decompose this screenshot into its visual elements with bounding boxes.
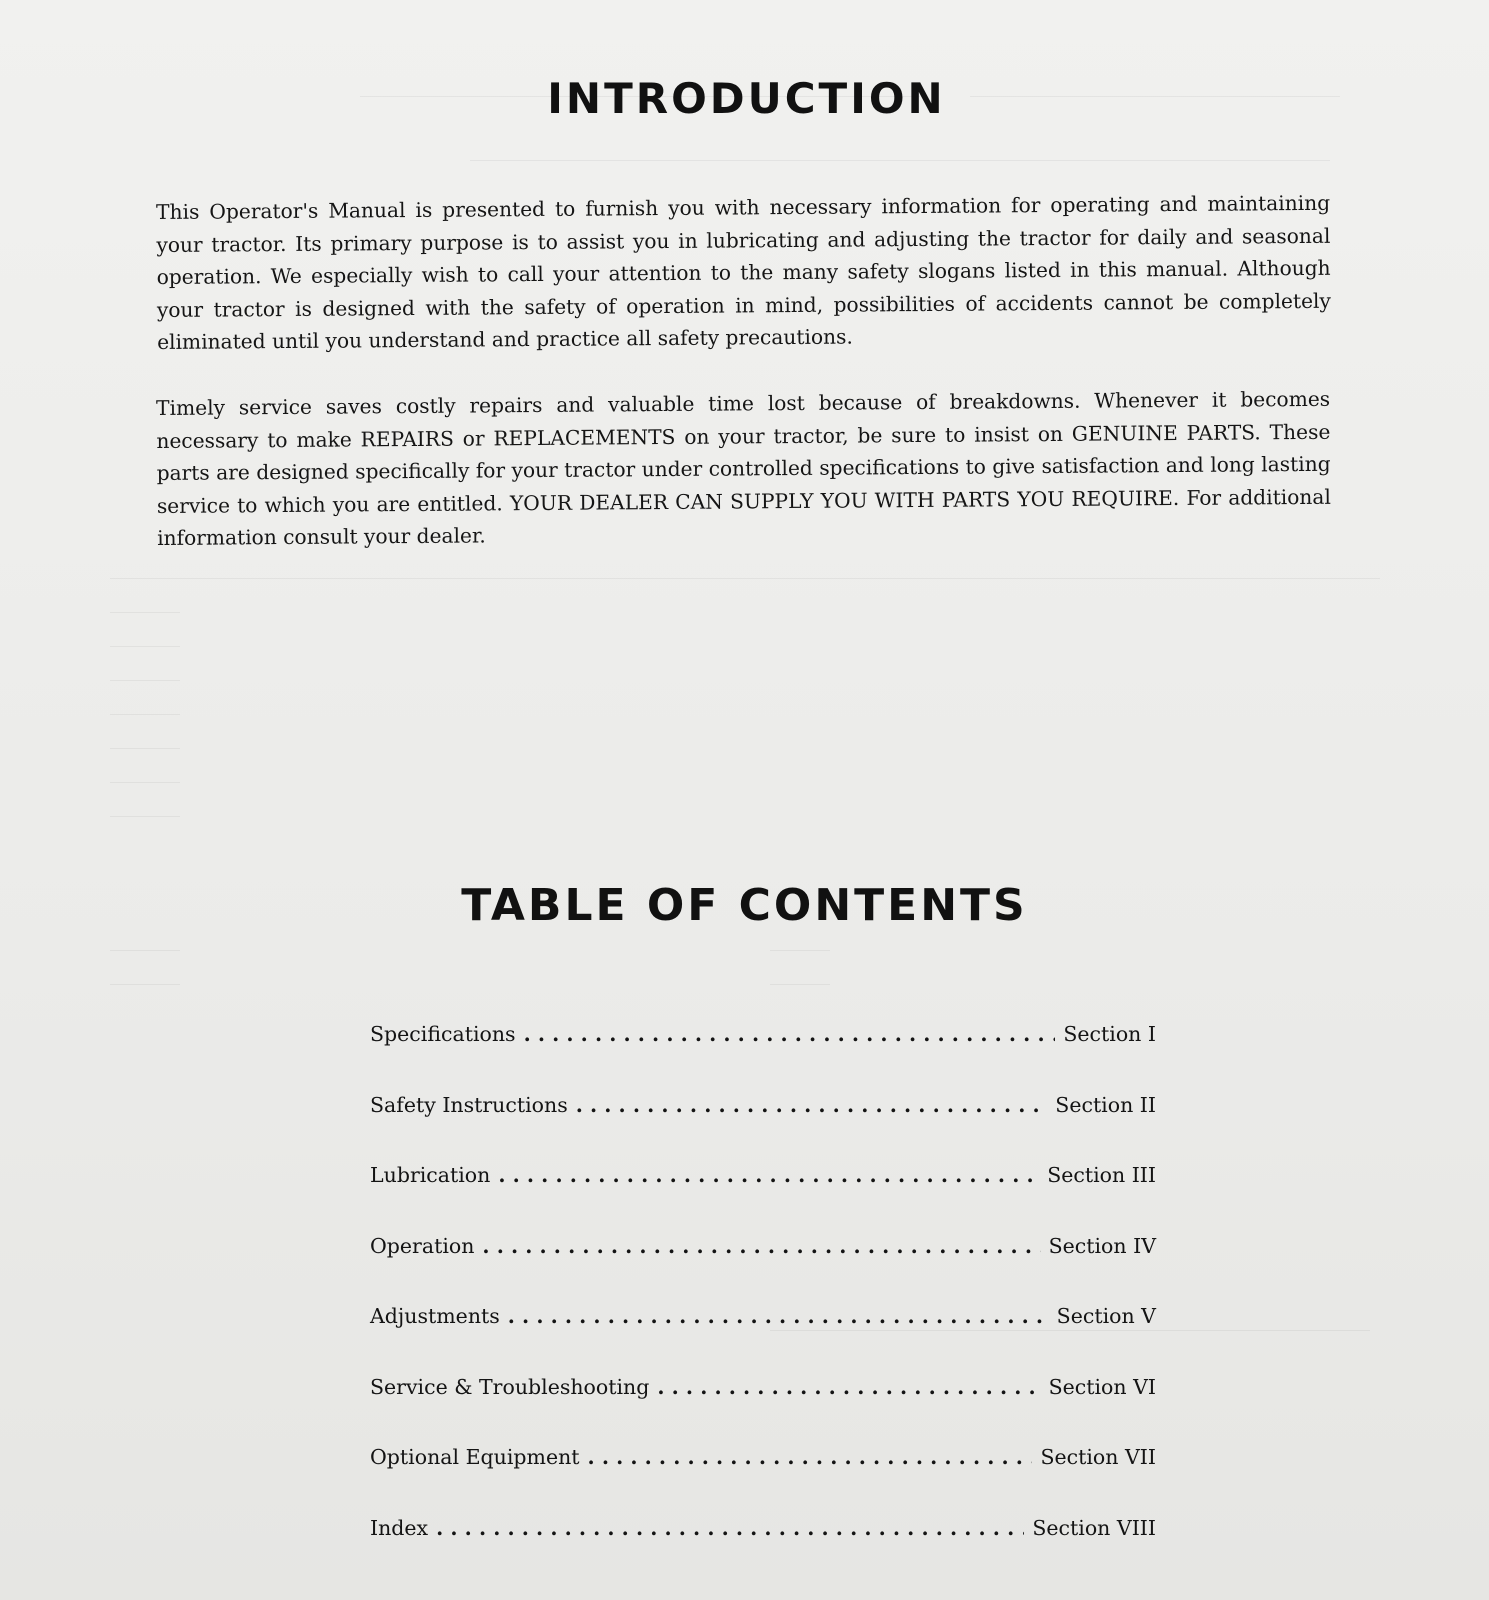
toc-dot-leader xyxy=(588,1445,1033,1469)
toc-entry-optional-equipment xyxy=(370,1445,1156,1516)
introduction-paragraph-2: Timely service saves costly repairs and valuable time lost because of breakdowns. Whenever it becomes necessary to make REPAIRS or REPLACEMENTS on your tractor, be sure to insist on GENUINE PARTS. These parts are designed specifically for your tractor under controlled specifications to give satisfaction and long lasting service to which you are entitled. YOUR DEALER CAN SUPPLY YOU WITH PARTS YOU REQUIRE. For additional information consult your dealer. xyxy=(156,386,1331,551)
introduction-paragraph-1: This Operator's Manual is presented to furnish you with necessary information for operating and maintaining your tractor. Its primary purpose is to assist you in lubricating and adjusting the tractor for daily and seasonal operation. We especially wish to call your attention to the many safety slogans listed in this manual. Although your tractor is designed with the safety of operation in mind, possibilities of accidents cannot be completely eliminated until you understand and practice all safety precautions. xyxy=(156,190,1331,355)
toc-entry-title: Operation xyxy=(370,1233,475,1258)
toc-entry-section: Section I xyxy=(1063,1022,1156,1046)
toc-entry-section: Section VIII xyxy=(1032,1515,1156,1540)
toc-entry-lubrication xyxy=(370,1163,1156,1234)
toc-dot-leader xyxy=(524,1022,1056,1046)
toc-entry-title: Specifications xyxy=(370,1022,516,1046)
toc-entry-title: Index xyxy=(370,1515,429,1540)
toc-entry-title: Service & Troubleshooting xyxy=(370,1374,650,1399)
toc-entry-safety-instructions xyxy=(370,1093,1156,1164)
toc-entry-title: Lubrication xyxy=(370,1163,491,1187)
toc-entry-title: Adjustments xyxy=(370,1304,500,1328)
toc-entry-service-troubleshooting xyxy=(370,1375,1156,1446)
toc-dot-leader xyxy=(498,1163,1039,1187)
toc-entry-section: Section VII xyxy=(1040,1445,1156,1469)
toc-entry-title: Optional Equipment xyxy=(370,1445,580,1469)
introduction-heading: INTRODUCTION xyxy=(547,74,946,123)
toc-entry-specifications xyxy=(370,1022,1156,1093)
toc-dot-leader xyxy=(576,1093,1048,1117)
toc-entry-adjustments xyxy=(370,1304,1156,1375)
toc-entry-section: Section III xyxy=(1047,1163,1156,1187)
toc-dot-leader xyxy=(508,1304,1049,1328)
toc-entry-section: Section II xyxy=(1055,1092,1156,1117)
toc-entry-index xyxy=(370,1516,1156,1587)
toc-entry-operation xyxy=(370,1234,1156,1305)
table-of-contents-heading: TABLE OF CONTENTS xyxy=(461,880,1028,931)
toc-dot-leader xyxy=(436,1516,1024,1540)
toc-entry-section: Section IV xyxy=(1048,1233,1156,1258)
table-of-contents-list xyxy=(370,1022,1156,1586)
toc-entry-title: Safety Instructions xyxy=(370,1092,568,1117)
toc-dot-leader xyxy=(657,1375,1040,1399)
toc-dot-leader xyxy=(482,1234,1040,1258)
toc-entry-section: Section V xyxy=(1056,1304,1156,1328)
toc-entry-section: Section VI xyxy=(1048,1374,1156,1399)
